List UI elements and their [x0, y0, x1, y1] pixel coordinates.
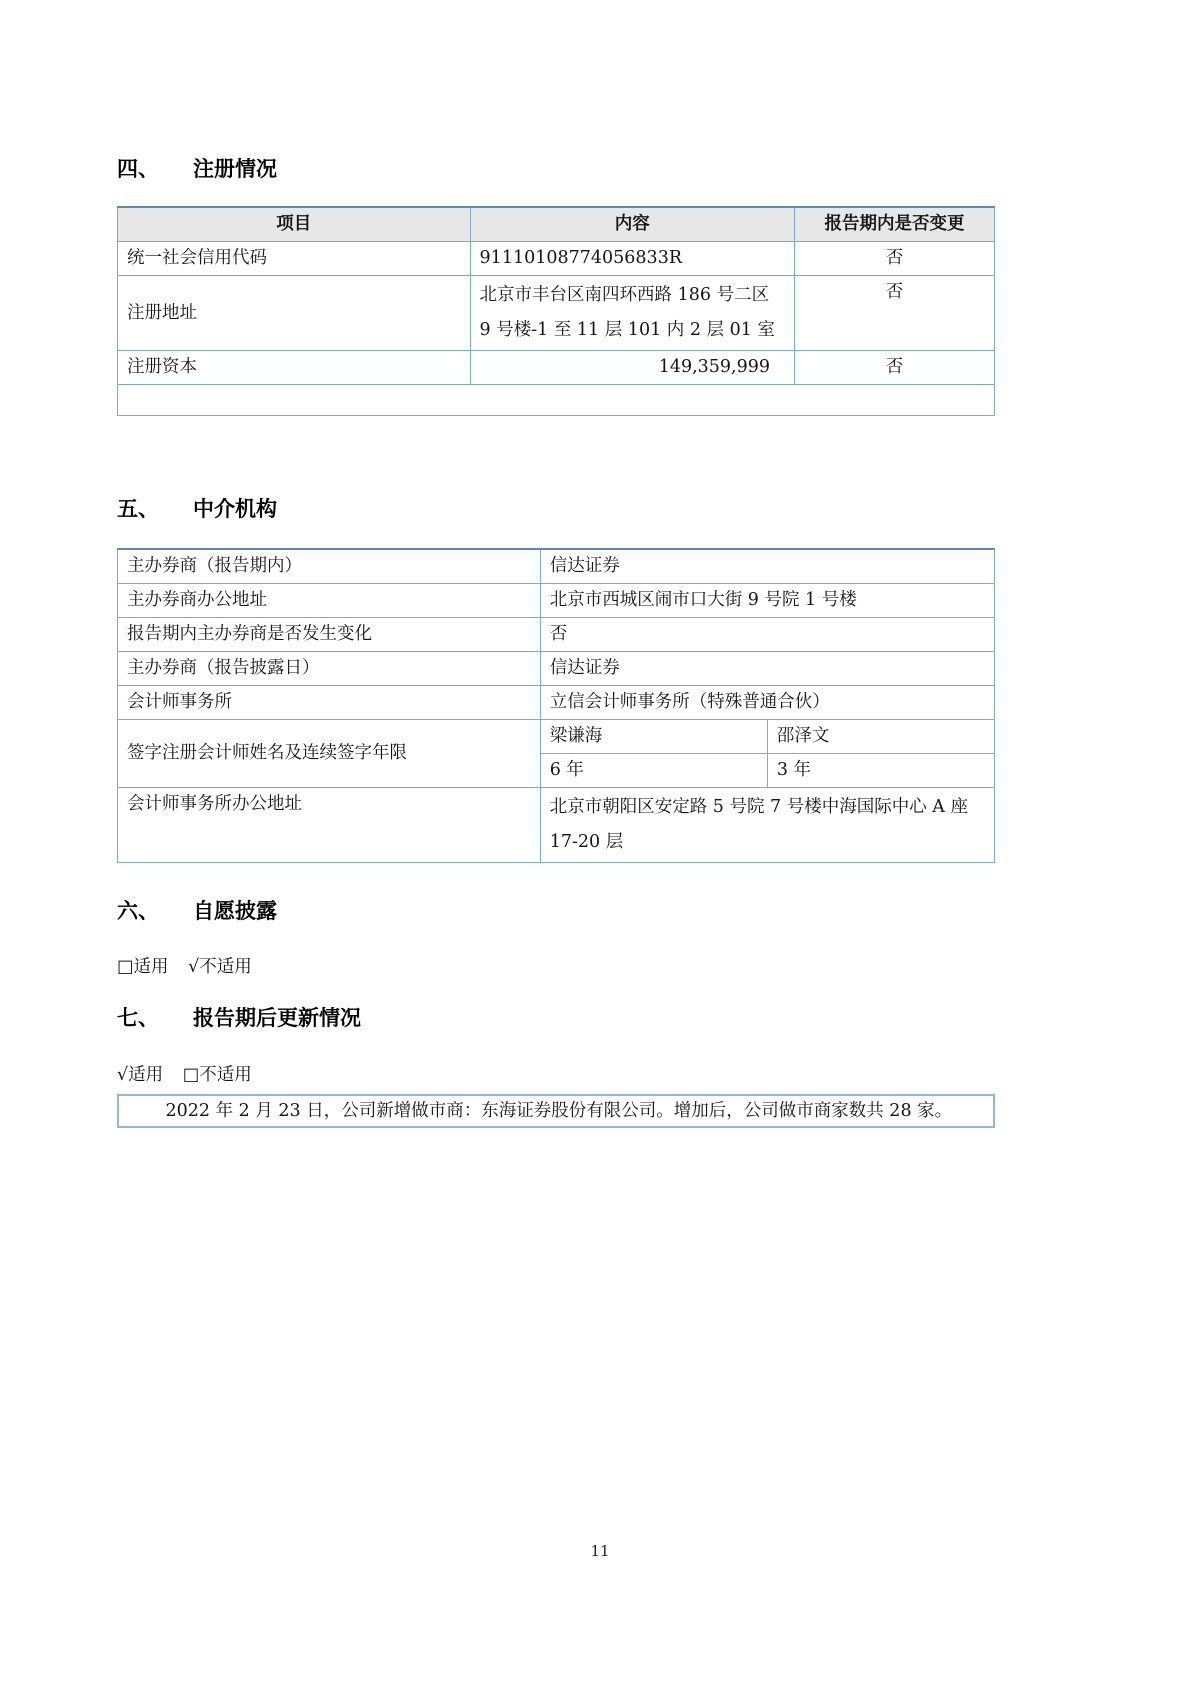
section-title: 自愿披露 [193, 899, 277, 923]
section-voluntary-heading [117, 898, 995, 924]
cell-value: 信达证券 [540, 652, 994, 686]
cell-changed: 否 [795, 242, 995, 276]
col-header-item: 项目 [118, 207, 471, 242]
cell-value: 否 [540, 618, 994, 652]
col-header-changed: 报告期内是否变更 [795, 207, 995, 242]
post-period-options [117, 1064, 995, 1086]
section-title: 报告期后更新情况 [193, 1006, 361, 1030]
cell-label: 签字注册会计师姓名及连续签字年限 [118, 720, 541, 788]
cell-changed: 否 [795, 276, 995, 351]
cell-item-label: 注册地址 [118, 276, 471, 351]
section-marker: 七、 [117, 1006, 159, 1030]
cell-accountant-years: 6 年 [540, 754, 767, 788]
intermediaries-table [117, 548, 995, 863]
cell-value: 北京市西城区闹市口大街 9 号院 1 号楼 [540, 584, 994, 618]
applicable-option: √适用 [117, 1065, 164, 1085]
cell-empty [118, 385, 995, 416]
col-header-content: 内容 [470, 207, 794, 242]
cell-label: 主办券商办公地址 [118, 584, 541, 618]
table-row [118, 584, 995, 618]
table-row [118, 618, 995, 652]
cell-label: 会计师事务所办公地址 [118, 788, 541, 863]
cell-value: 信达证券 [540, 549, 994, 584]
section-marker: 四、 [117, 157, 159, 181]
table-header-row [118, 207, 995, 242]
voluntary-options [117, 956, 995, 978]
section-marker: 六、 [117, 899, 159, 923]
cell-label: 报告期内主办券商是否发生变化 [118, 618, 541, 652]
section-marker: 五、 [117, 497, 159, 521]
cell-label: 会计师事务所 [118, 686, 541, 720]
table-row [118, 652, 995, 686]
table-row [118, 788, 995, 863]
cell-item-label: 统一社会信用代码 [118, 242, 471, 276]
cell-changed: 否 [795, 351, 995, 385]
post-period-note-text: 2022 年 2 月 23 日，公司新增做市商：东海证券股份有限公司。增加后，公司做市商家数共 28 家。 [165, 1101, 953, 1121]
cell-value: 立信会计师事务所（特殊普通合伙） [540, 686, 994, 720]
section-post-period-heading [117, 1005, 995, 1031]
registration-table [117, 206, 995, 416]
table-row [118, 276, 995, 351]
table-row [118, 549, 995, 584]
applicable-option: □适用 [117, 957, 169, 977]
not-applicable-option: □不适用 [182, 1065, 252, 1085]
cell-item-label: 注册资本 [118, 351, 471, 385]
cell-label: 主办券商（报告期内） [118, 549, 541, 584]
table-row-accountant-names [118, 720, 995, 754]
intermediaries-table-wrap [117, 548, 995, 863]
not-applicable-option: √不适用 [188, 957, 252, 977]
table-empty-row [118, 385, 995, 416]
cell-label: 主办券商（报告披露日） [118, 652, 541, 686]
section-registration-heading [117, 156, 995, 182]
cell-accountant-name: 梁谦海 [540, 720, 767, 754]
registration-table-wrap [117, 206, 995, 416]
table-row [118, 686, 995, 720]
cell-accountant-years: 3 年 [767, 754, 994, 788]
page-number: 11 [590, 1542, 610, 1560]
section-title: 中介机构 [193, 497, 277, 521]
cell-content: 北京市丰台区南四环西路 186 号二区 9 号楼-1 至 11 层 101 内 2 层 01 室 [470, 276, 794, 351]
section-intermediaries-heading [117, 496, 995, 522]
section-title: 注册情况 [193, 157, 277, 181]
cell-value: 北京市朝阳区安定路 5 号院 7 号楼中海国际中心 A 座 17-20 层 [540, 788, 994, 863]
post-period-note-box [117, 1094, 995, 1128]
cell-content: 149,359,999 [470, 351, 794, 385]
table-row [118, 351, 995, 385]
cell-accountant-name: 邵泽文 [767, 720, 994, 754]
cell-content: 91110108774056833R [470, 242, 794, 276]
table-row [118, 242, 995, 276]
document-page [117, 0, 995, 1696]
